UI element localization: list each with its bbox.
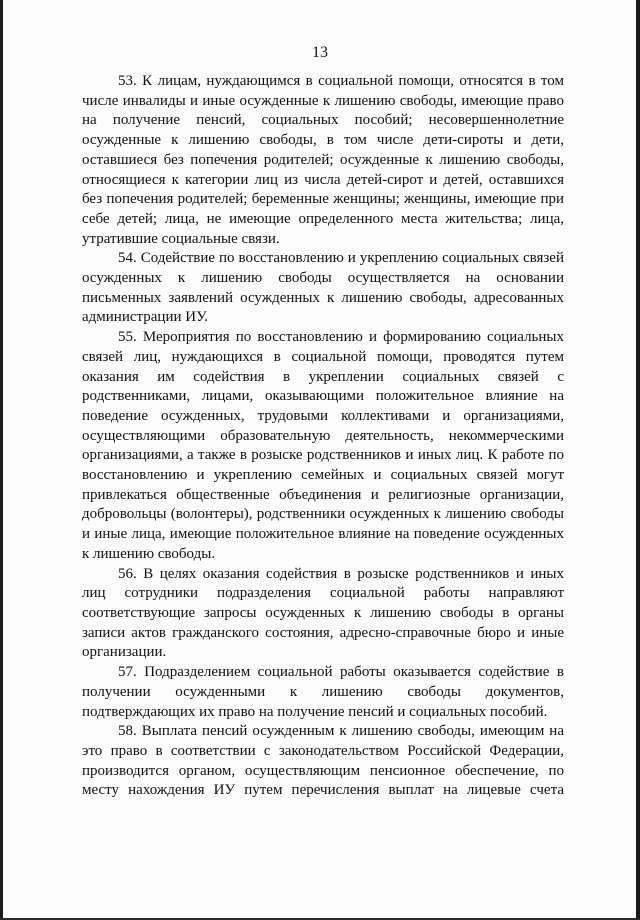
scan-edge-left [0,0,3,920]
paragraph-53: 53. К лицам, нуждающимся в социальной помощи, относятся в том числе инвалиды и иные осужденные к лишению свободы, имеющие право на получение пенсий, социальных пособий; несовершеннолетние осужденные к лишению свободы, в том числе дети-сироты и дети, оставшиеся без попечения родителей; осужденные к лишению свободы, относящиеся к категории лиц из числа детей-сирот и детей, оставшихся без попечения родителей; беременные женщины; женщины, имеющие при себе детей; лица, не имеющие определенного места жительства; лица, утратившие социальные связи. [82,73,564,247]
scan-edge-right [636,0,640,920]
document-body [82,72,564,801]
paragraph-57: 57. Подразделением социальной работы оказывается содействие в получении осужденными к лишению свободы документов, подтверждающих их право на получение пенсий и социальных пособий. [82,664,564,720]
paragraph-55: 55. Мероприятия по восстановлению и формированию социальных связей лиц, нуждающихся в социальной помощи, проводятся путем оказания им содействия в укреплении социальных связей с родственниками, лицами, оказывающими положительное влияние на поведение осужденных, трудовыми коллективами и организациями, осуществляющими образовательную деятельность, некоммерческими организациями, а также в розыске родственников и иных лиц. К работе по восстановлению и укреплению семейных и социальных связей могут привлекаться общественные объединения и религиозные организации, добровольцы (волонтеры), родственники осужденных к лишению свободы и иные лица, имеющие положительное влияние на поведение осужденных к лишению свободы. [82,329,564,562]
paragraph-56: 56. В целях оказания содействия в розыске родственников и иных лиц сотрудники подразделения социальной работы направляют соответствующие запросы осужденных к лишению свободы в органы записи актов гражданского состояния, адресно-справочные бюро и иные организации. [82,565,564,661]
page-number: 13 [312,44,328,61]
paragraph-58: 58. Выплата пенсий осужденным к лишению свободы, имеющим на это право в соответствии с законодательством Российской Федерации, производится органом, осуществляющим пенсионное обеспечение, по месту нахождения ИУ путем перечисления выплат на лицевые счета [82,723,564,799]
paragraph-54: 54. Содействие по восстановлению и укреплению социальных связей осужденных к лишению свободы осуществляется на основании письменных заявлений осужденных к лишению свободы, адресованных администрации ИУ. [82,250,564,326]
